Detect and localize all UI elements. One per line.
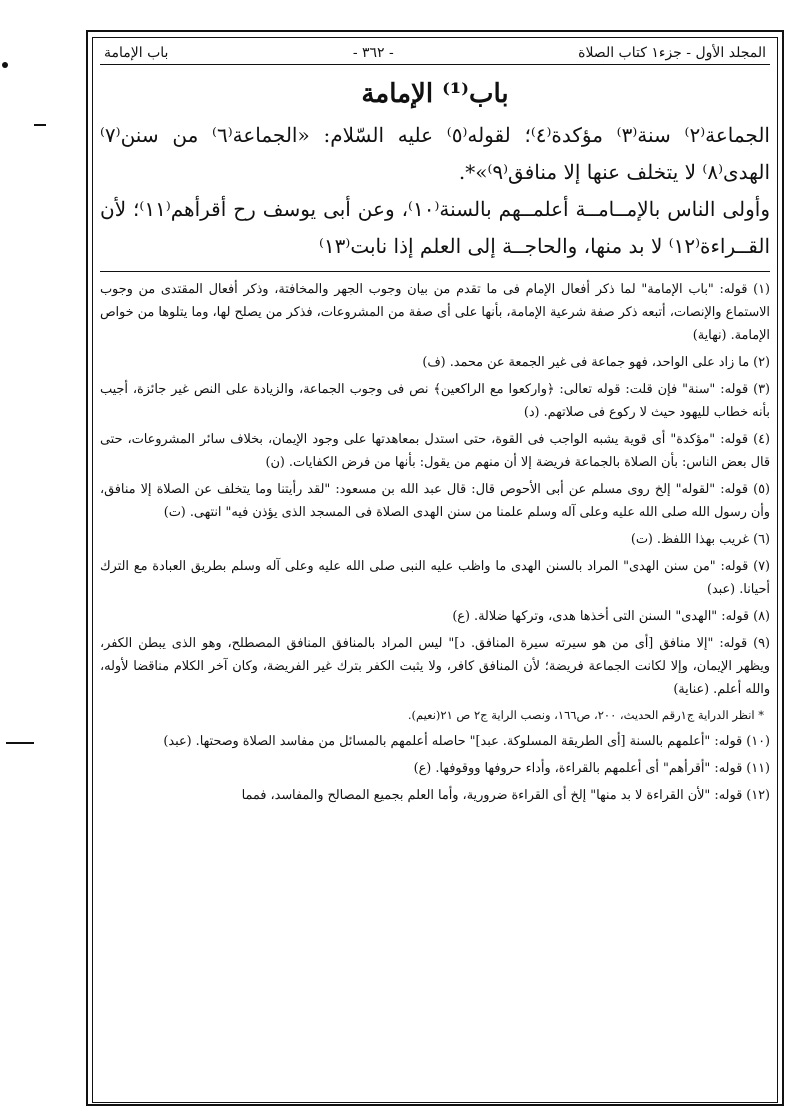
- chapter-title: باب⁽¹⁾ الإمامة: [361, 79, 509, 109]
- footnote: (٧) قوله: "من سنن الهدى" المراد بالسنن الهدى ما واظب عليه النبى صلى الله عليه وعلى آله وسلم بطريق العبادة مع الترك أحيانا. (عبد): [100, 559, 770, 597]
- hadith-reference-note: * انظر الدراية ج١رقم الحديث، ٢٠٠، ص١٦٦، ونصب الراية ج٢ ص ٢١(نعيم).: [407, 708, 764, 722]
- header-section: باب الإمامة: [104, 45, 169, 61]
- footnote: (٩) قوله: "إلا منافق [أى من هو سيرته سيرة المنافق. د]" ليس المراد بالمنافق المنافق المصطلح، وهو الذى يبطن الكفر، ويظهر الإيمان، وإلا لكانت الجماعة فريضة؛ لأن المنافق كافر، ولا يثبت الكفر بترك غير الفريضة، وكان آخر الكلام مناقضا لأوله، والله أعلم. (عناية): [100, 636, 770, 697]
- footnote: (١) قوله: "باب الإمامة" لما ذكر أفعال الإمام فى ما تقدم من بيان وجوب الجهر والمخافتة، وذكر أفعال المقتدى من وجوب الاستماع والإنصات، أتبعه ذكر صفة شرعية الإمامة، بأنها على أى صفة من المشروعات، فذكر من يصلح لها، وما يتلوها من خواص الإمامة. (نهاية): [100, 282, 770, 343]
- margin-speck: [2, 62, 8, 68]
- page-number: - ٣٦٢ -: [352, 45, 394, 61]
- footnote: (٢) ما زاد على الواحد، فهو جماعة فى غير الجمعة عن محمد. (ف): [422, 355, 770, 370]
- margin-speck: [34, 124, 46, 126]
- main-paragraph: وأولى الناس بالإمــامــة أعلمــهم بالسنة⁽١٠⁾، وعن أبى يوسف رح أقرأهم⁽١١⁾؛ لأن القــراءة⁽١٢⁾ لا بد منها، والحاجــة إلى العلم إذا نابت⁽١٣⁾: [100, 197, 770, 258]
- footnote: (٨) قوله: "الهدى" السنن التى أخذها هدى، وتركها ضلالة. (ع): [452, 609, 770, 624]
- footnote: (٤) قوله: "مؤكدة" أى قوية يشبه الواجب فى القوة، حتى استدل بمعاهدتها على وجود الإيمان، بخلاف سائر المشروعات، حتى قال بعض الناس: بأن الصلاة بالجماعة فريضة إلا أن منهم من يقول: بأنها من فرض الكفايات. (ن): [100, 432, 770, 470]
- footnote: (١٠) قوله: "أعلمهم بالسنة [أى الطريقة المسلوكة. عبد]" حاصله أعلمهم بالمسائل من مفاسد الصلاة وصحتها. (عبد): [163, 734, 770, 749]
- main-text: [100, 117, 770, 265]
- page: [100, 42, 770, 1102]
- footnote: (٣) قوله: "سنة" فإن قلت: قوله تعالى: ﴿واركعوا مع الراكعين﴾ نص فى وجوب الجماعة، والزيادة على النص غير جائزة، أجيب بأنه خطاب لليهود حيث لا ركوع فى صلاتهم. (د): [100, 382, 770, 420]
- footnote: (٦) غريب بهذا اللفظ. (ت): [630, 532, 770, 547]
- main-paragraph: الجماعة⁽٢⁾ سنة⁽٣⁾ مؤكدة⁽٤⁾؛ لقوله⁽٥⁾ عليه السّلام: «الجماعة⁽٦⁾ من سنن⁽٧⁾ الهدى⁽٨⁾ لا يتخلف عنها إلا منافق⁽٩⁾»*.: [100, 123, 770, 184]
- footnote: (١١) قوله: "أقرأهم" أى أعلمهم بالقراءة، وأداء حروفها ووقوفها. (ع): [413, 761, 770, 776]
- margin-speck: [6, 742, 34, 744]
- footnotes: [100, 278, 770, 807]
- footnote: (٥) قوله: "لقوله" إلخ روى مسلم عن أبى الأحوص قال: قال عبد الله بن مسعود: "لقد رأيتنا وما يتخلف عن الصلاة إلا منافق، وأن رسول الله صلى الله عليه وعلى آله وسلم علمنا من سنن الهدى الصلاة فى المسجد الذى يؤذن فيه" انتهى. (ت): [100, 482, 770, 520]
- footnote: (١٢) قوله: "لأن القراءة لا بد منها" إلخ أى القراءة ضرورية، وأما العلم بجميع المصالح والمفاسد، فمما: [241, 788, 770, 803]
- header-volume-chapter: المجلد الأول - جزء١ كتاب الصلاة: [578, 45, 766, 61]
- footnote-separator: [100, 271, 770, 272]
- running-header: [100, 42, 770, 65]
